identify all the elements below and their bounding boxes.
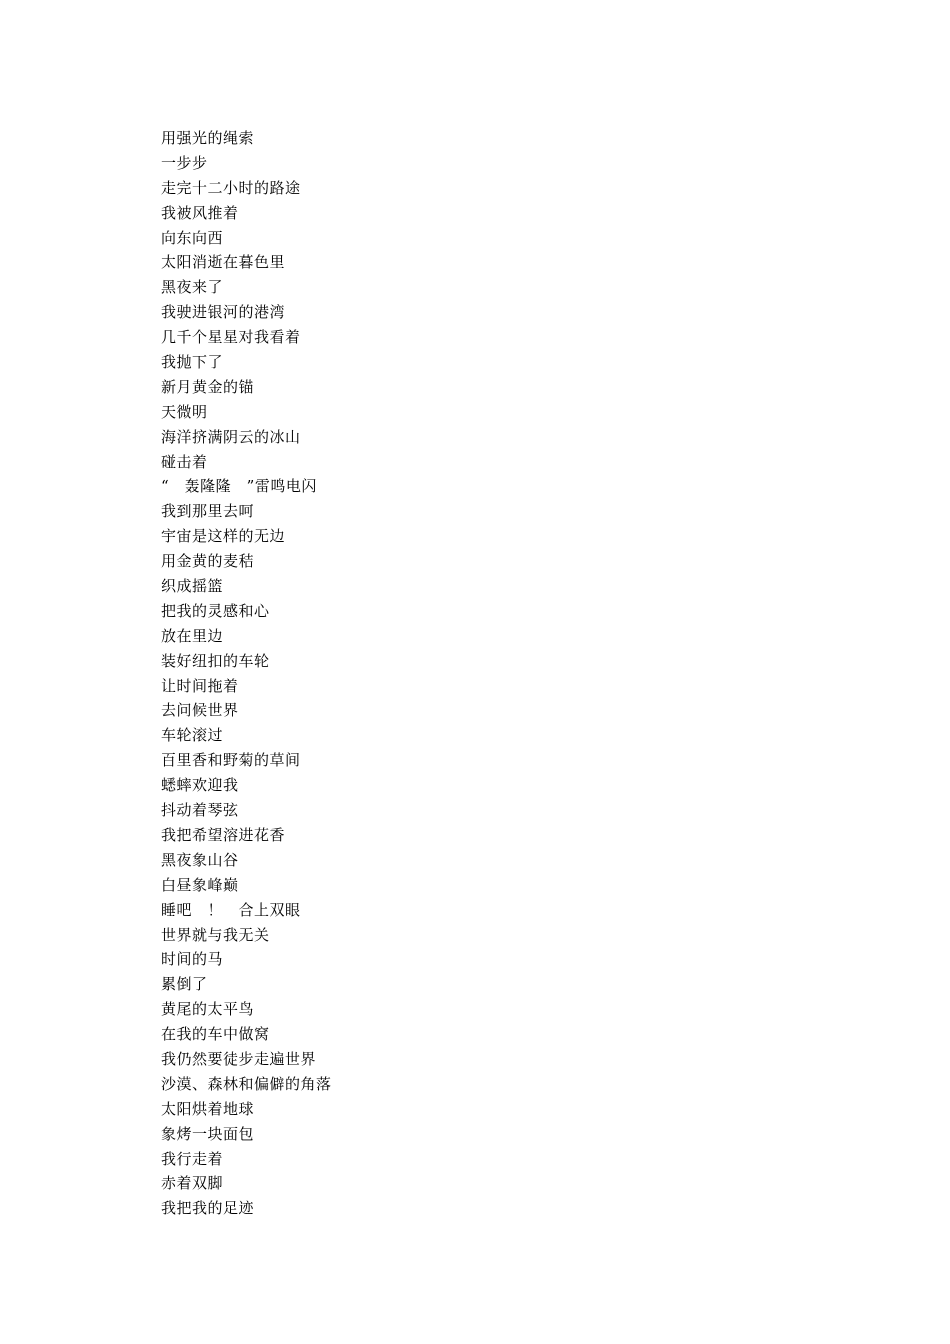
poem-line: 宇宙是这样的无边 — [161, 527, 286, 546]
poem-line: 把我的灵感和心 — [161, 601, 270, 620]
poem-line: 抖动着琴弦 — [161, 801, 239, 820]
poem-line: 累倒了 — [161, 975, 208, 994]
poem-line: 白昼象峰巅 — [161, 875, 239, 894]
poem-line: 黑夜来了 — [161, 278, 224, 297]
poem-line: 黄尾的太平鸟 — [161, 1000, 255, 1019]
poem-line: 去问候世界 — [161, 701, 239, 720]
poem-line: 我驶进银河的港湾 — [161, 303, 286, 322]
poem-line: 碰击着 — [161, 452, 208, 471]
poem-line: 我到那里去呵 — [161, 502, 255, 521]
poem-line: 沙漠、森林和偏僻的角落 — [161, 1074, 332, 1093]
poem-line: 时间的马 — [161, 950, 224, 969]
poem-line: 我把希望溶进花香 — [161, 825, 286, 844]
poem-line: 让时间拖着 — [161, 676, 239, 695]
poem-text — [161, 126, 332, 1221]
poem-line: 向东向西 — [161, 228, 224, 247]
poem-line: 我抛下了 — [161, 353, 224, 372]
poem-line: 睡吧 ！ 合上双眼 — [161, 900, 301, 919]
poem-line: 几千个星星对我看着 — [161, 328, 301, 347]
poem-line: 我把我的足迹 — [161, 1199, 255, 1218]
poem-line: 黑夜象山谷 — [161, 850, 239, 869]
poem-line: 在我的车中做窝 — [161, 1025, 270, 1044]
poem-line: 织成摇篮 — [161, 577, 224, 596]
poem-line: 百里香和野菊的草间 — [161, 751, 301, 770]
poem-line: 天微明 — [161, 402, 208, 421]
poem-line: 用强光的绳索 — [161, 129, 255, 147]
poem-line: 放在里边 — [161, 626, 224, 645]
poem-line: 世界就与我无关 — [161, 925, 270, 944]
poem-line: 太阳烘着地球 — [161, 1099, 255, 1118]
poem-line: 赤着双脚 — [161, 1174, 224, 1193]
poem-line: 我行走着 — [161, 1149, 224, 1168]
poem-line: “ 轰隆隆 ”雷鸣电闪 — [161, 477, 317, 496]
poem-line: 新月黄金的锚 — [161, 377, 255, 396]
poem-line: 一步步 — [161, 153, 208, 172]
poem-line: 太阳消逝在暮色里 — [161, 253, 286, 272]
poem-line: 走完十二小时的路途 — [161, 178, 301, 197]
poem-line: 海洋挤满阴云的冰山 — [161, 427, 301, 446]
poem-line: 蟋蟀欢迎我 — [161, 776, 239, 795]
poem-line: 装好纽扣的车轮 — [161, 651, 270, 670]
poem-line: 我被风推着 — [161, 203, 239, 222]
poem-line: 用金黄的麦秸 — [161, 552, 255, 571]
poem-line: 象烤一块面包 — [161, 1124, 255, 1143]
poem-line: 车轮滚过 — [161, 726, 224, 745]
poem-line: 我仍然要徒步走遍世界 — [161, 1049, 317, 1068]
